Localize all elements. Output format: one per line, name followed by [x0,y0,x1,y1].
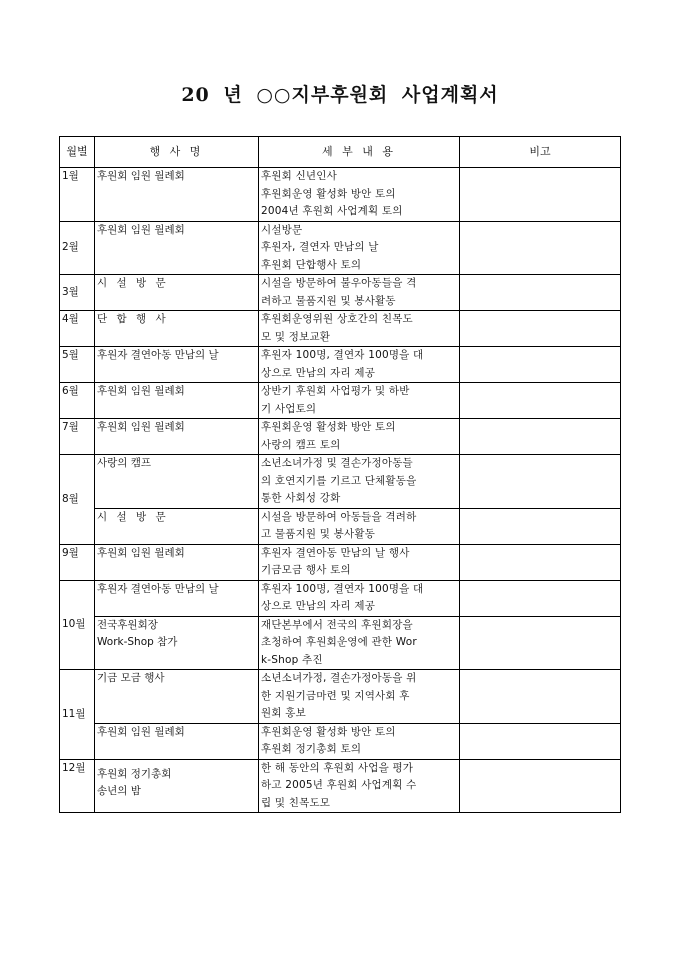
details-cell [259,419,460,455]
detail-line: 시설방문 [261,223,303,236]
activity-line: 송년의 밤 [97,785,141,797]
details-cell [259,311,460,347]
detail-line: 시설을 방문하여 불우아동들을 격 [261,277,417,289]
detail-line: 모 및 정보교환 [261,330,331,343]
month-cell: 12월 [60,759,95,813]
month-cell: 5월 [60,347,95,383]
activity-cell: 후원자 결연아동 만남의 날 [95,580,259,616]
activity-cell [95,616,259,670]
remarks-cell [460,580,621,616]
detail-line: 원회 홍보 [261,707,306,719]
table-row [60,508,621,544]
table-row [60,275,621,311]
detail-line: 의 호연지기를 기르고 단체활동을 [261,474,417,487]
activity-cell: 시 설 방 문 [95,508,259,544]
month-cell: 7월 [60,419,95,455]
activity-cell: 기금 모금 행사 [95,670,259,724]
detail-line: k-Shop 추진 [261,653,323,666]
detail-line: 소년소녀가정, 결손가정아동을 위 [261,672,417,684]
remarks-cell [460,759,621,813]
table-row [60,616,621,670]
activity-cell: 후원자 결연아동 만남의 날 [95,347,259,383]
activity-line: 후원회 정기총회 [97,767,172,780]
detail-line: 초청하여 후원회운영에 관한 Wor [261,636,417,648]
table-row [60,419,621,455]
table-row [60,670,621,724]
detail-line: 상으로 만남의 자리 제공 [261,600,376,612]
table-row [60,168,621,222]
activity-cell: 후원회 임원 월례회 [95,544,259,580]
table-row [60,723,621,759]
remarks-cell [460,383,621,419]
remarks-cell [460,616,621,670]
detail-line: 후원회운영 활성화 방안 토의 [261,187,396,200]
detail-line: 상으로 만남의 자리 제공 [261,366,376,379]
detail-line: 후원자, 결연자 만남의 날 [261,241,379,253]
detail-line: 후원회운영 활성화 방안 토의 [261,725,396,738]
month-cell: 6월 [60,383,95,419]
month-cell: 10월 [60,580,95,670]
table-row [60,221,621,275]
remarks-cell [460,723,621,759]
activity-cell: 후원회 임원 월례회 [95,723,259,759]
header-month: 월별 [60,137,95,168]
remarks-cell [460,168,621,222]
page-title: 20 년 ○○지부후원회 사업계획서 [181,84,499,106]
remarks-cell [460,544,621,580]
detail-line: 소년소녀가정 및 결손가정아동들 [261,457,413,469]
details-cell [259,455,460,509]
table-header-row [60,137,621,168]
month-cell: 2월 [60,221,95,275]
detail-line: 기 사업토의 [261,402,317,415]
header-remarks: 비고 [460,137,621,168]
details-cell [259,275,460,311]
table-row [60,311,621,347]
detail-line: 2004년 후원회 사업계획 토의 [261,205,403,217]
detail-line: 상반기 후원회 사업평가 및 하반 [261,385,410,397]
detail-line: 립 및 친목도모 [261,796,331,809]
detail-line: 시설을 방문하여 아동들을 격려하 [261,510,417,523]
details-cell [259,383,460,419]
remarks-cell [460,311,621,347]
detail-line: 사랑의 캠프 토의 [261,438,341,451]
detail-line: 하고 2005년 후원회 사업계획 수 [261,779,417,791]
detail-line: 려하고 물품지원 및 봉사활동 [261,294,396,307]
remarks-cell [460,275,621,311]
details-cell [259,580,460,616]
details-cell [259,670,460,724]
detail-line: 고 물품지원 및 봉사활동 [261,528,376,540]
table-row [60,580,621,616]
month-cell: 11월 [60,670,95,760]
details-cell [259,616,460,670]
remarks-cell [460,508,621,544]
table-row [60,347,621,383]
header-details: 세 부 내 용 [259,137,460,168]
month-cell: 4월 [60,311,95,347]
month-cell: 1월 [60,168,95,222]
table-row [60,455,621,509]
remarks-cell [460,347,621,383]
detail-line: 후원회 정기총회 토의 [261,743,362,755]
detail-line: 한 해 동안의 후원회 사업을 평가 [261,761,414,774]
detail-line: 후원회 신년인사 [261,170,337,182]
header-activity: 행 사 명 [95,137,259,168]
details-cell [259,508,460,544]
details-cell [259,544,460,580]
detail-line: 한 지원기금마련 및 지역사회 후 [261,689,410,702]
table-row [60,759,621,813]
activity-cell: 후원회 임원 월례회 [95,383,259,419]
details-cell [259,221,460,275]
details-cell [259,759,460,813]
month-cell: 3월 [60,275,95,311]
detail-line: 후원회 단합행사 토의 [261,258,362,271]
detail-line: 통한 사회성 강화 [261,492,341,504]
activity-cell: 단 합 행 사 [95,311,259,347]
activity-cell: 후원회 임원 월례회 [95,419,259,455]
remarks-cell [460,670,621,724]
activity-cell: 후원회 임원 월례회 [95,221,259,275]
detail-line: 후원회운영 활성화 방안 토의 [261,421,396,433]
activity-cell: 후원회 임원 월례회 [95,168,259,222]
detail-line: 후원자 100명, 결연자 100명을 대 [261,349,424,361]
activity-cell: 시 설 방 문 [95,275,259,311]
remarks-cell [460,419,621,455]
remarks-cell [460,221,621,275]
details-cell [259,168,460,222]
table-row [60,544,621,580]
activity-line: Work-Shop 참가 [97,636,178,648]
table-row [60,383,621,419]
detail-line: 후원자 결연아동 만남의 날 행사 [261,546,410,559]
detail-line: 기금모금 행사 토의 [261,564,351,576]
business-plan-table [59,136,621,813]
detail-line: 후원자 100명, 결연자 100명을 대 [261,582,424,595]
remarks-cell [460,455,621,509]
month-cell: 8월 [60,455,95,545]
details-cell [259,347,460,383]
activity-cell: 사랑의 캠프 [95,455,259,509]
month-cell: 9월 [60,544,95,580]
detail-line: 재단본부에서 전국의 후원회장을 [261,618,413,631]
detail-line: 후원회운영위원 상호간의 친목도 [261,313,413,325]
details-cell [259,723,460,759]
activity-line: 전국후원회장 [97,618,158,631]
activity-cell [95,759,259,813]
